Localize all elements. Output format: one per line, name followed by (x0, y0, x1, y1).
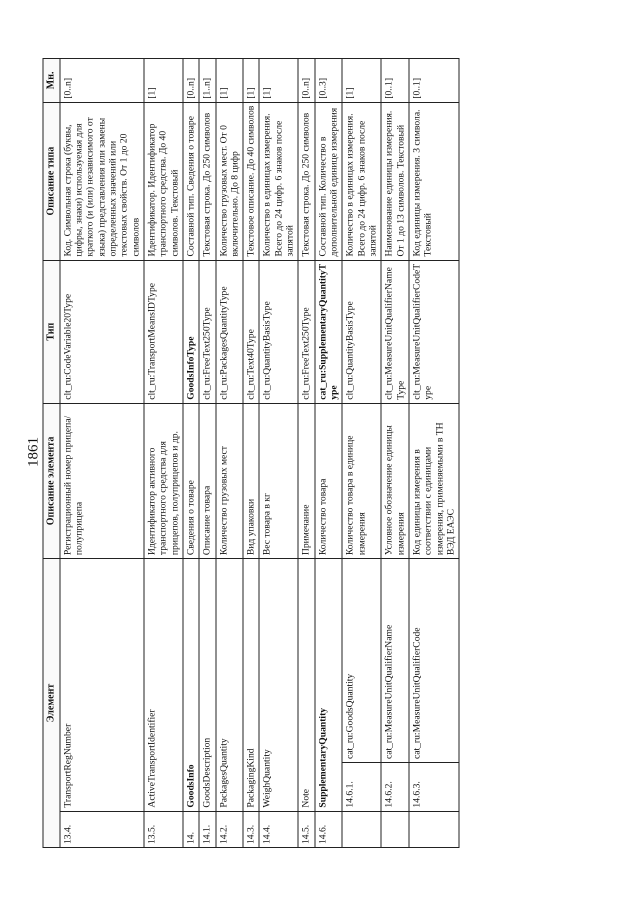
row-type-desc: Количество в единицах измерения. Всего до 24 цифр. 6 знаков после запятой (342, 102, 381, 260)
row-number: 13.4. (60, 811, 144, 847)
row-subnumber: 14.6.2. (381, 762, 409, 811)
row-type-desc: Наименование единицы измерения. От 1 до 13 символов. Текстовый (381, 102, 409, 260)
table-row (60, 58, 144, 847)
table-row (216, 58, 244, 847)
row-type-desc: Количество грузовых мест. От 0 включительно. До 8 цифр (216, 102, 244, 260)
table-row (183, 58, 199, 847)
row-mult: [1] (243, 58, 259, 102)
row-element-desc: Вес товара в кг (259, 403, 298, 558)
row-element: ActiveTransportIdentifier (144, 558, 183, 810)
row-number (342, 811, 381, 847)
row-type: clt_ru:CodeVariable20Type (60, 260, 144, 403)
row-element: PackagesQuantity (216, 558, 244, 810)
row-element: PackagingKind (243, 558, 259, 810)
row-element: cat_ru:MeasureUnitQualifierName (381, 558, 409, 762)
row-element-desc: Сведения о товаре (183, 403, 199, 558)
row-type-desc: Идентификатор. Идентификатор транспортного средства. До 40 символов. Текстовый (144, 102, 183, 260)
rotated-table-page (43, 58, 598, 848)
row-type: clt_ru:FreeText250Type (298, 260, 314, 403)
row-number: 14.1. (199, 811, 215, 847)
row-type: clt_ru:FreeText250Type (199, 260, 215, 403)
row-element-desc: Количество товара в единице измерения (342, 403, 381, 558)
row-mult: [1] (216, 58, 244, 102)
table-row (409, 58, 459, 847)
row-element: cat_ru:MeasureUnitQualifierCode (409, 558, 459, 762)
row-mult: [1] (259, 58, 298, 102)
row-element: GoodsDescription (199, 558, 215, 810)
row-element-desc: Регистрационный номер прицепа/полуприцепа (60, 403, 144, 558)
row-type: clt_ru:PackagesQuantityType (216, 260, 244, 403)
table-header-row (43, 58, 60, 847)
row-mult: [1] (342, 58, 381, 102)
row-type: cat_ru:SupplementaryQuantityType (315, 260, 343, 403)
table-row (199, 58, 215, 847)
row-type: clt_ru:QuantityBasisType (342, 260, 381, 403)
row-number: 13.5. (144, 811, 183, 847)
row-type-desc: Текстовое описание. До 40 символов (243, 102, 259, 260)
row-element-desc: Условное обозначение единицы измерения (381, 403, 409, 558)
row-type-desc: Текстовая строка. До 250 символов (298, 102, 314, 260)
row-mult: [0..3] (315, 58, 343, 102)
row-element-desc: Примечание (298, 403, 314, 558)
row-mult: [0..n] (60, 58, 144, 102)
row-type-desc: Код. Символьная строка (буквы, цифры, знаки) используемая для краткого (и (или) независимого от языка) представления или замены определенных значений или текстовых свойств. От 1 до 20 символов (60, 102, 144, 260)
row-number: 14.6. (315, 811, 343, 847)
row-number (409, 811, 459, 847)
row-number: 14.5. (298, 811, 314, 847)
header-element-desc: Описание элемента (43, 403, 60, 558)
table-row (144, 58, 183, 847)
row-mult: [1] (144, 58, 183, 102)
row-type: clt_ru:QuantityBasisType (259, 260, 298, 403)
row-number: 14.3. (243, 811, 259, 847)
table-row (243, 58, 259, 847)
row-mult: [1..n] (199, 58, 215, 102)
row-element: SupplementaryQuantity (315, 558, 343, 810)
row-element: TransportRegNumber (60, 558, 144, 810)
table-row (298, 58, 314, 847)
row-type: clt_ru:MeasureUnitQualifierCodeType (409, 260, 459, 403)
row-type: clt_ru:TransportMeansIDType (144, 260, 183, 403)
table-row (342, 58, 381, 847)
table-body (60, 58, 459, 847)
header-type: Тип (43, 260, 60, 403)
row-number: 14.2. (216, 811, 244, 847)
row-type: clt_ru:MeasureUnitQualifierNameType (381, 260, 409, 403)
header-type-desc: Описание типа (43, 102, 60, 260)
row-type-desc: Текстовая строка. До 250 символов (199, 102, 215, 260)
row-number (381, 811, 409, 847)
row-element: WeighQuantity (259, 558, 298, 810)
row-element-desc: Количество грузовых мест (216, 403, 244, 558)
header-element: Элемент (43, 558, 60, 847)
row-element-desc: Идентификатор активного транспортного средства для прицепов, полуприцепов и др. (144, 403, 183, 558)
row-element: GoodsInfo (183, 558, 199, 810)
spec-table (43, 58, 460, 848)
row-number: 14.4. (259, 811, 298, 847)
row-type: GoodsInfoType (183, 260, 199, 403)
row-element-desc: Описание товара (199, 403, 215, 558)
row-element: cat_ru:GoodsQuantity (342, 558, 381, 762)
row-type-desc: Составной тип. Сведения о товаре (183, 102, 199, 260)
row-element: Note (298, 558, 314, 810)
table-row (381, 58, 409, 847)
row-mult: [0..n] (183, 58, 199, 102)
table-row (315, 58, 343, 847)
row-type-desc: Составной тип. Количество в дополнительной единице измерения (315, 102, 343, 260)
row-element-desc: Вид упаковки (243, 403, 259, 558)
row-type: clt_ru:Text40Type (243, 260, 259, 403)
table-row (259, 58, 298, 847)
row-element-desc: Количество товара (315, 403, 343, 558)
row-mult: [0..1] (381, 58, 409, 102)
row-number: 14. (183, 811, 199, 847)
row-mult: [0..n] (298, 58, 314, 102)
page-number: 1861 (25, 437, 42, 467)
row-element-desc: Код единицы измерения в соответствии с единицами измерения, применяемыми в ТН ВЭД ЕАЭС (409, 403, 459, 558)
row-type-desc: Код единицы измерения. 3 символа. Текстовый (409, 102, 459, 260)
header-mult: Мн. (43, 58, 60, 102)
row-mult: [0..1] (409, 58, 459, 102)
row-subnumber: 14.6.3. (409, 762, 459, 811)
row-subnumber: 14.6.1. (342, 762, 381, 811)
row-type-desc: Количество в единицах измерения. Всего до 24 цифр. 6 знаков после запятой (259, 102, 298, 260)
